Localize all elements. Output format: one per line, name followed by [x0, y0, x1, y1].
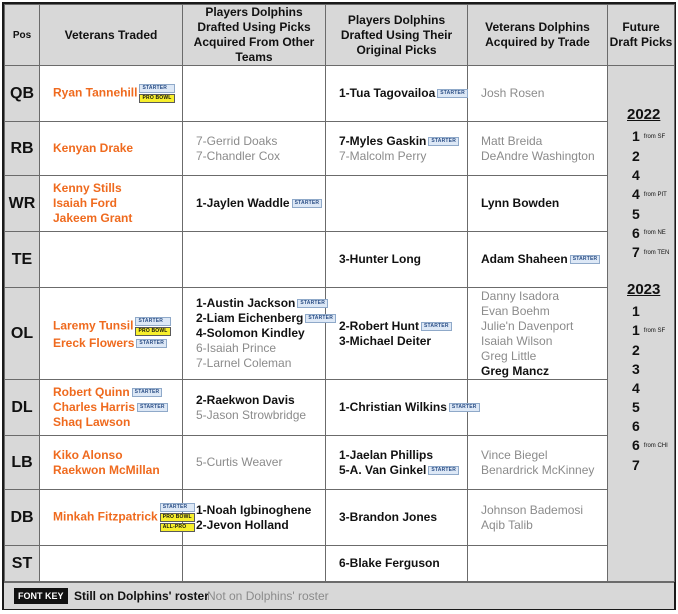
cell-acquired	[468, 176, 608, 232]
cell-drafted-other	[183, 436, 326, 490]
pro-bowl-badge: PRO BOWL	[135, 327, 170, 336]
player-entry	[339, 510, 467, 525]
future-pick	[608, 321, 674, 341]
pick-from: from PIT	[643, 191, 667, 198]
starter-badge: STARTER	[137, 403, 168, 412]
player-entry	[481, 448, 607, 463]
cell-veterans-traded	[40, 436, 183, 490]
player-entry	[481, 349, 607, 364]
cell-drafted-other	[183, 490, 326, 546]
player-name: 1-Austin Jackson	[196, 296, 296, 310]
player-name: Robert Quinn	[53, 385, 130, 399]
player-entry	[196, 503, 325, 518]
cell-acquired	[468, 436, 608, 490]
player-name: Isaiah Ford	[53, 196, 118, 210]
font-key-not: Not on Dolphins' roster	[207, 589, 329, 603]
future-pick	[608, 417, 674, 436]
player-entry	[481, 252, 607, 267]
player-entry	[196, 149, 325, 164]
player-name: Johnson Bademosi	[481, 502, 584, 517]
header-drafted-original: Players Dolphins Drafted Using Their Original Picks	[326, 5, 468, 66]
player-name: Lynn Bowden	[481, 196, 560, 210]
header-future-picks: Future Draft Picks	[608, 5, 675, 66]
cell-veterans-traded	[40, 122, 183, 176]
player-name: 6-Isaiah Prince	[196, 341, 277, 355]
player-name: Kenny Stills	[53, 181, 122, 195]
player-name: 2-Raekwon Davis	[196, 392, 295, 407]
player-name: Kiko Alonso	[53, 447, 123, 462]
cell-veterans-traded	[40, 546, 183, 582]
header-veterans-traded: Veterans Traded	[40, 5, 183, 66]
table-row	[5, 380, 675, 436]
table-row	[5, 232, 675, 288]
table-row	[5, 546, 675, 582]
table-body	[5, 66, 675, 582]
cell-veterans-traded	[40, 288, 183, 380]
pick-round: 5	[632, 398, 640, 415]
future-year: 2022	[627, 106, 661, 123]
cell-drafted-original	[326, 288, 468, 380]
player-entry	[339, 556, 467, 571]
player-name: Ereck Flowers	[53, 335, 135, 350]
player-entry	[339, 86, 467, 101]
cell-veterans-traded	[40, 490, 192, 546]
badge-stack	[139, 84, 174, 103]
cell-acquired	[468, 288, 608, 380]
future-pick	[608, 166, 674, 185]
player-name: Greg Mancz	[481, 363, 550, 378]
cell-acquired	[468, 122, 608, 176]
player-entry	[53, 385, 182, 400]
cell-veterans-traded	[40, 232, 183, 288]
future-pick	[608, 456, 674, 475]
future-pick	[608, 147, 674, 166]
player-entry	[196, 356, 325, 371]
player-name: Isaiah Wilson	[481, 333, 553, 348]
player-name: Julie'n Davenport	[481, 318, 574, 333]
starter-badge: STARTER	[132, 388, 163, 397]
pick-round: 7	[632, 456, 640, 473]
starter-badge: STARTER	[305, 314, 336, 323]
position-label: QB	[5, 66, 40, 122]
starter-badge: STARTER	[428, 137, 459, 146]
cell-drafted-original	[326, 490, 468, 546]
position-label: DB	[5, 490, 40, 546]
player-name: Aqib Talib	[481, 517, 533, 532]
table-row	[5, 66, 675, 122]
player-name: Minkah Fitzpatrick	[53, 509, 158, 524]
player-entry	[339, 334, 467, 349]
player-entry	[53, 196, 182, 211]
pick-round: 3	[632, 360, 640, 377]
cell-drafted-original	[326, 176, 468, 232]
player-name: 1-Christian Wilkins	[339, 400, 447, 414]
player-name: Ryan Tannehill	[53, 85, 138, 100]
pro-bowl-badge: PRO BOWL	[160, 513, 195, 522]
future-year: 2023	[627, 281, 661, 299]
position-label: LB	[5, 436, 40, 490]
player-name: 2-Jevon Holland	[196, 517, 289, 532]
player-entry	[481, 289, 607, 304]
player-name: 2-Liam Eichenberg	[196, 311, 304, 325]
player-name: Matt Breida	[481, 133, 543, 148]
cell-drafted-other	[183, 232, 326, 288]
badge-stack	[160, 503, 195, 532]
cell-acquired	[468, 546, 608, 582]
pick-round: 6	[632, 224, 640, 241]
player-entry	[481, 503, 607, 518]
pro-bowl-badge: PRO BOWL	[139, 94, 174, 103]
future-pick	[608, 185, 674, 205]
player-name: Jakeem Grant	[53, 211, 133, 225]
player-name: 3-Hunter Long	[339, 252, 421, 266]
table-row	[5, 176, 675, 232]
player-entry	[196, 393, 325, 408]
cell-veterans-traded	[40, 176, 183, 232]
cell-drafted-original	[326, 122, 468, 176]
player-entry	[339, 134, 467, 149]
player-name: 7-Chandler Cox	[196, 148, 281, 163]
player-name: 5-Jason Strowbridge	[196, 407, 307, 422]
player-name: 4-Solomon Kindley	[196, 326, 305, 340]
trade-table	[4, 4, 675, 582]
pick-round: 4	[632, 185, 640, 202]
player-name: 2-Robert Hunt	[339, 318, 419, 333]
table-row	[5, 490, 675, 546]
future-pick	[608, 224, 674, 244]
player-entry	[53, 181, 182, 196]
starter-badge: STARTER	[437, 89, 468, 98]
cell-drafted-original	[326, 546, 468, 582]
player-entry	[53, 503, 192, 532]
player-entry	[339, 448, 467, 463]
position-label: DL	[5, 380, 40, 436]
cell-drafted-other	[183, 122, 326, 176]
pick-round: 1	[632, 303, 640, 320]
cell-acquired	[468, 380, 608, 436]
player-entry	[481, 463, 607, 478]
starter-badge: STARTER	[421, 322, 452, 331]
pick-from: from SF	[643, 133, 666, 140]
player-entry	[481, 304, 607, 319]
position-label: ST	[5, 546, 40, 582]
player-entry	[481, 319, 607, 334]
player-entry	[481, 134, 607, 149]
position-label: RB	[5, 122, 40, 176]
player-entry	[196, 518, 325, 533]
player-name: 3-Michael Deiter	[339, 333, 432, 348]
player-entry	[196, 134, 325, 149]
starter-badge: STARTER	[297, 299, 328, 308]
player-name: 5-A. Van Ginkel	[339, 462, 427, 477]
player-name: Greg Little	[481, 348, 537, 363]
player-entry	[53, 317, 182, 336]
starter-badge: STARTER	[136, 339, 167, 348]
player-entry	[53, 141, 182, 156]
font-key-still: Still on Dolphins' roster	[74, 589, 209, 603]
player-name: Laremy Tunsil	[53, 318, 134, 333]
cell-drafted-other	[183, 176, 326, 232]
player-entry	[196, 196, 325, 211]
starter-badge: STARTER	[160, 503, 195, 512]
starter-badge: STARTER	[570, 255, 601, 264]
starter-badge: STARTER	[292, 199, 323, 208]
player-name: 1-Tua Tagovailoa	[339, 86, 436, 100]
position-label: TE	[5, 232, 40, 288]
cell-drafted-other	[183, 288, 334, 380]
pick-round: 1	[632, 128, 640, 144]
player-name: Evan Boehm	[481, 303, 550, 318]
player-name: 6-Blake Ferguson	[339, 556, 440, 570]
pick-round: 4	[632, 166, 640, 183]
future-pick	[608, 360, 674, 379]
pick-round: 5	[632, 205, 640, 222]
player-entry	[53, 415, 182, 430]
player-name: Raekwon McMillan	[53, 462, 160, 477]
pick-from: from SF	[643, 327, 666, 334]
player-name: 3-Brandon Jones	[339, 510, 438, 524]
pick-from: from CHI	[643, 442, 668, 449]
player-name: Adam Shaheen	[481, 252, 568, 266]
player-name: Charles Harris	[53, 400, 136, 414]
cell-veterans-traded	[40, 66, 183, 122]
player-entry	[339, 400, 477, 415]
cell-drafted-other	[183, 380, 326, 436]
cell-acquired	[468, 490, 608, 546]
all-pro-badge: ALL-PRO	[160, 523, 195, 532]
player-entry	[196, 341, 325, 356]
table-row	[5, 122, 675, 176]
starter-badge: STARTER	[139, 84, 174, 93]
table-row	[5, 288, 675, 380]
pick-round: 6	[632, 436, 640, 453]
player-name: 5-Curtis Weaver	[196, 455, 283, 469]
cell-drafted-other	[183, 546, 326, 582]
player-entry	[53, 336, 182, 351]
pick-from: from NE	[643, 230, 666, 237]
player-entry	[196, 408, 325, 423]
cell-drafted-original	[326, 436, 468, 490]
cell-drafted-original	[326, 66, 468, 122]
position-label: WR	[5, 176, 40, 232]
font-key	[4, 582, 674, 609]
player-entry	[481, 334, 607, 349]
position-label: OL	[5, 288, 40, 380]
player-entry	[339, 252, 467, 267]
future-pick	[608, 436, 674, 456]
cell-veterans-traded	[40, 380, 183, 436]
pick-round: 6	[632, 417, 640, 434]
future-picks-column	[608, 66, 675, 582]
trade-chart	[2, 2, 676, 610]
player-name: 7-Larnel Coleman	[196, 356, 292, 370]
player-entry	[339, 319, 467, 334]
player-entry	[53, 400, 182, 415]
future-pick	[608, 205, 674, 224]
pick-round: 7	[632, 244, 640, 261]
player-entry	[481, 86, 607, 101]
table-row	[5, 436, 675, 490]
future-pick	[608, 302, 674, 321]
player-name: Danny Isadora	[481, 288, 560, 303]
player-entry	[53, 448, 182, 463]
player-entry	[53, 463, 182, 478]
future-pick	[608, 341, 674, 360]
future-pick	[608, 127, 674, 147]
player-name: 7-Gerrid Doaks	[196, 133, 278, 148]
player-name: 1-Noah Igbinoghene	[196, 502, 312, 517]
font-key-label: FONT KEY	[14, 588, 68, 604]
player-name: 7-Malcolm Perry	[339, 148, 427, 163]
cell-drafted-original	[326, 380, 477, 436]
player-entry	[481, 364, 607, 379]
cell-drafted-other	[183, 66, 326, 122]
header-row	[5, 5, 675, 66]
header-drafted-other: Players Dolphins Drafted Using Picks Acquired From Other Teams	[183, 5, 326, 66]
future-pick	[608, 379, 674, 398]
future-pick	[608, 398, 674, 417]
starter-badge: STARTER	[449, 403, 480, 412]
player-name: Kenyan Drake	[53, 141, 134, 155]
pick-round: 2	[632, 341, 640, 358]
player-name: Vince Biegel	[481, 447, 548, 462]
player-name: DeAndre Washington	[481, 148, 595, 163]
future-pick	[608, 243, 674, 263]
player-entry	[53, 211, 182, 226]
starter-badge: STARTER	[428, 466, 459, 475]
player-entry	[196, 311, 334, 326]
player-entry	[339, 463, 467, 478]
player-entry	[481, 196, 607, 211]
player-entry	[481, 149, 607, 164]
badge-stack	[135, 317, 170, 336]
pick-round: 4	[632, 379, 640, 396]
player-name: Shaq Lawson	[53, 415, 131, 429]
player-name: Josh Rosen	[481, 86, 545, 100]
pick-from: from TEN	[643, 250, 670, 257]
player-entry	[196, 326, 325, 341]
player-entry	[196, 455, 325, 470]
player-entry	[481, 518, 607, 533]
player-entry	[339, 149, 467, 164]
player-entry	[53, 84, 182, 103]
player-name: 7-Myles Gaskin	[339, 133, 427, 148]
player-name: 1-Jaelan Phillips	[339, 447, 434, 462]
pick-round: 1	[632, 322, 640, 339]
starter-badge: STARTER	[135, 317, 170, 326]
player-name: 1-Jaylen Waddle	[196, 196, 290, 210]
header-acquired: Veterans Dolphins Acquired by Trade	[468, 5, 608, 66]
cell-acquired	[468, 232, 608, 288]
header-pos: Pos	[5, 5, 40, 66]
player-entry	[196, 296, 325, 311]
cell-acquired	[468, 66, 608, 122]
player-name: Benardrick McKinney	[481, 462, 595, 477]
pick-round: 2	[632, 147, 640, 164]
cell-drafted-original	[326, 232, 468, 288]
